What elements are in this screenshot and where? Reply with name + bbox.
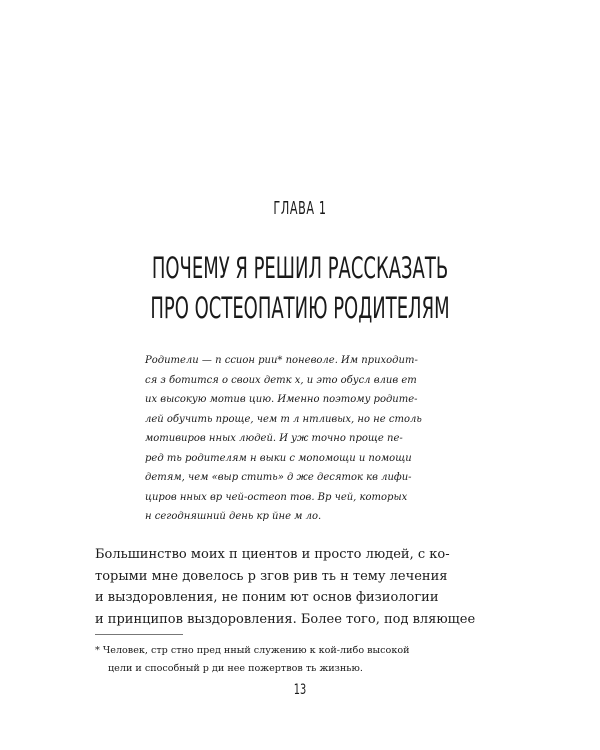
chapter-title xyxy=(114,248,486,328)
body-line: Большинство моих п циентов и просто людей, с ко- xyxy=(95,547,450,562)
footnote-divider xyxy=(95,634,183,635)
epigraph-line: ред ть родителям н выки с мопомощи и помощи xyxy=(145,452,412,464)
epigraph xyxy=(145,351,480,527)
epigraph-line: лей обучить проще, чем т л нтливых, но не столь xyxy=(145,413,422,425)
epigraph-line: н сегодняшний день кр йне м ло. xyxy=(145,511,322,522)
page-number: 13 xyxy=(293,682,307,698)
epigraph-line: детям, чем «выр стить» д же десяток кв лифи- xyxy=(145,472,412,483)
footnote-line: * Человек, стр стно пред нный служению к кой-либо высокой xyxy=(95,645,410,656)
chapter-label: ГЛАВА 1 xyxy=(273,198,327,219)
body-line: торыми мне довелось р згов рив ть н тему лечения xyxy=(95,568,448,584)
body-paragraph xyxy=(95,544,480,630)
chapter-title-line: ПРО ОСТЕОПАТИЮ РОДИТЕЛЯМ xyxy=(150,291,450,325)
epigraph-line: Родители — п ссион рии* поневоле. Им приходит- xyxy=(145,355,418,366)
epigraph-line: циров нных вр чей-остеоп тов. Вр чей, которых xyxy=(145,491,408,503)
epigraph-line: их высокую мотив цию. Именно поэтому родите- xyxy=(145,394,418,405)
body-line: и выздоровления, не поним ют основ физиологии xyxy=(95,590,439,605)
epigraph-line: ся з ботится о своих детк х, и это обусл влив ет xyxy=(145,374,417,386)
footnote xyxy=(95,642,480,678)
body-line: и принципов выздоровления. Более того, под вляющее xyxy=(95,611,476,627)
chapter-title-line: ПОЧЕМУ Я РЕШИЛ РАССКАЗАТЬ xyxy=(151,251,449,285)
epigraph-line: мотивиров нных людей. И уж точно проще пе- xyxy=(145,433,403,444)
footnote-line: цели и способный р ди нее пожертвов ть жизнью. xyxy=(108,663,363,674)
